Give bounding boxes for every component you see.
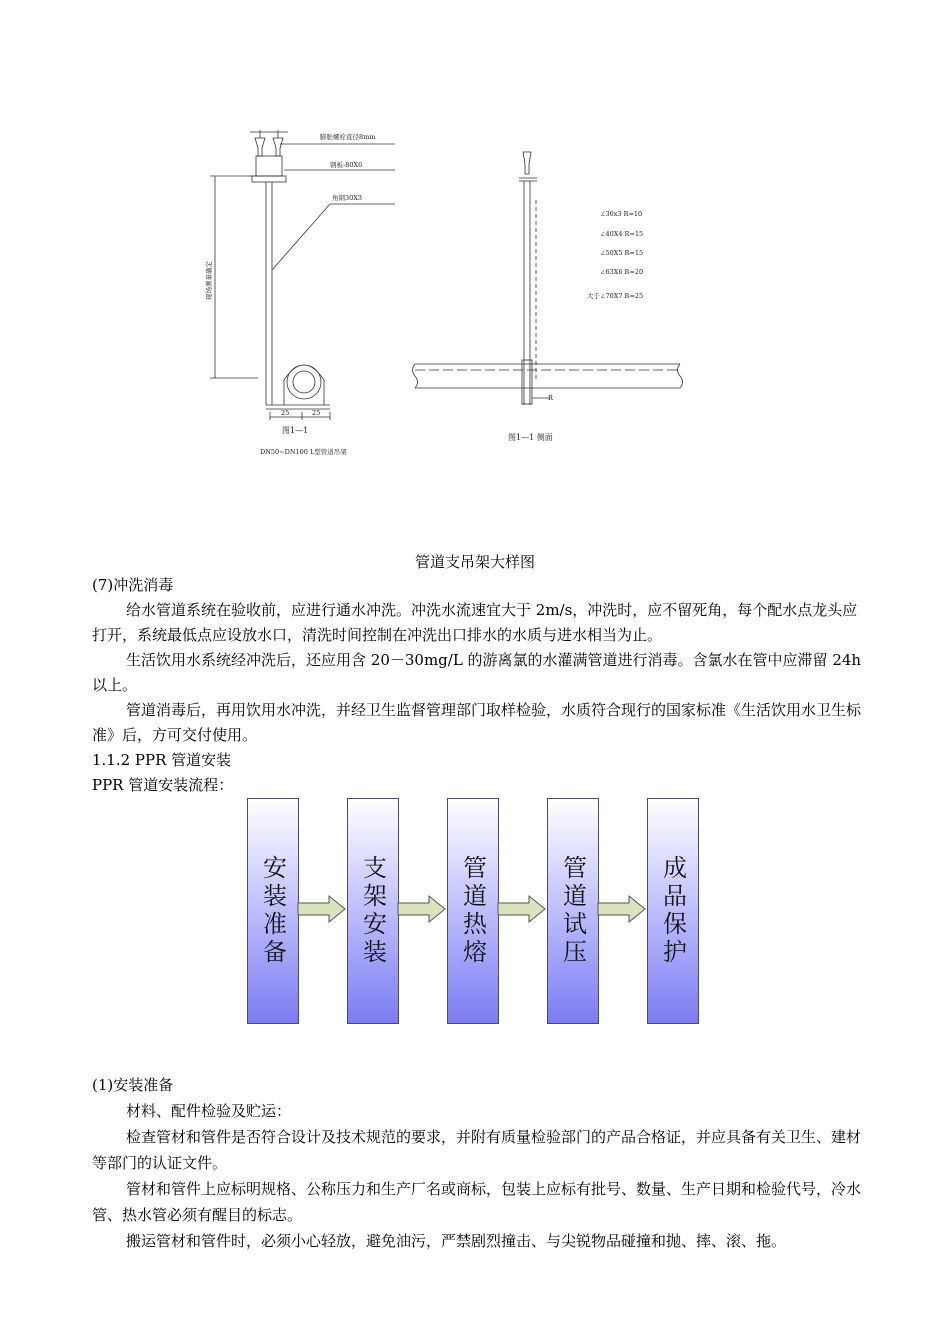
paragraph: 检查管材和管件是否符合设计及技术规范的要求，并附有质量检验部门的产品合格证，并应具备有关卫生、建材等部门的认证文件。 [92,1128,862,1172]
ppr-install-flowchart [247,798,707,1024]
flow-step-prepare: 安装准备 [247,798,299,1024]
label-dim1: 25 [281,409,290,417]
spec-1: ∠30x3 R=10 [600,210,643,218]
label-measure: 现场测量确定 [205,261,213,300]
flow-step-fusion: 管道热熔 [447,798,499,1024]
drawing-caption: 管道支吊架大样图 [414,553,535,571]
flow-arrow [297,894,347,924]
flow-step-pressure-test: 管道试压 [547,798,599,1024]
fig1-label: 图1—1 [282,426,309,435]
flow-arrow [397,894,447,924]
paragraph: 管材和管件上应标明规格、公称压力和生产厂名或商标，包装上应标有批号、数量、生产日期和检验代号，冷水管、热水管必须有醒目的标志。 [92,1180,862,1224]
spec-5: 大于∠70X7 R=25 [587,292,644,300]
pipe-hanger-drawing [190,120,710,470]
label-r: R [548,394,553,402]
section-heading: (1)安装准备 [92,1076,174,1094]
fig1-sub-label: DN50~DN100 L型管道吊架 [260,448,347,456]
flow-arrow [497,894,547,924]
label-dim2: 25 [312,409,321,417]
paragraph: 给水管道系统在验收前，应进行通水冲洗。冲洗水流速宜大于 2m/s，冲洗时，应不留死角，每个配水点龙头应打开，系统最低点应设放水口，清洗时间控制在冲洗出口排水的水质与进水相当为止。 [92,601,858,644]
fig2-label: 图1—1 侧面 [508,433,553,442]
sub-heading: 1.1.2 PPR 管道安装 [92,751,232,769]
flow-title: PPR 管道安装流程： [92,776,234,794]
paragraph: 生活饮用水系统经冲洗后，还应用含 20－30mg/L 的游离氯的水灌满管道进行消毒。含氯水在管中应滞留 24h 以上。 [92,651,862,694]
label-plate: 钢板-80X6 [330,161,363,169]
label-angle: 角钢30X3 [332,194,363,202]
label-bolt: 膨胀螺栓直径8mm [320,133,376,141]
spec-4: ∠63X6 R=20 [600,268,644,276]
flow-arrow [597,894,647,924]
spec-2: ∠40X4 R=15 [600,230,644,238]
paragraph: 管道消毒后，再用饮用水冲洗，并经卫生监督管理部门取样检验，水质符合现行的国家标准《生活饮用水卫生标准》后，方可交付使用。 [92,701,862,744]
paragraph: 搬运管材和管件时，必须小心轻放，避免油污，严禁剧烈撞击、与尖锐物品碰撞和抛、摔、滚、拖。 [126,1232,787,1250]
paragraph: 材料、配件检验及贮运： [126,1102,292,1120]
section-preparation [92,1072,862,1254]
spec-3: ∠50X5 R=15 [600,249,644,257]
section-flushing [92,573,862,798]
section-heading: (7)冲洗消毒 [92,576,174,594]
flow-step-protection: 成品保护 [647,798,699,1024]
flow-step-support: 支架安装 [347,798,399,1024]
drawing-svg [190,120,710,470]
